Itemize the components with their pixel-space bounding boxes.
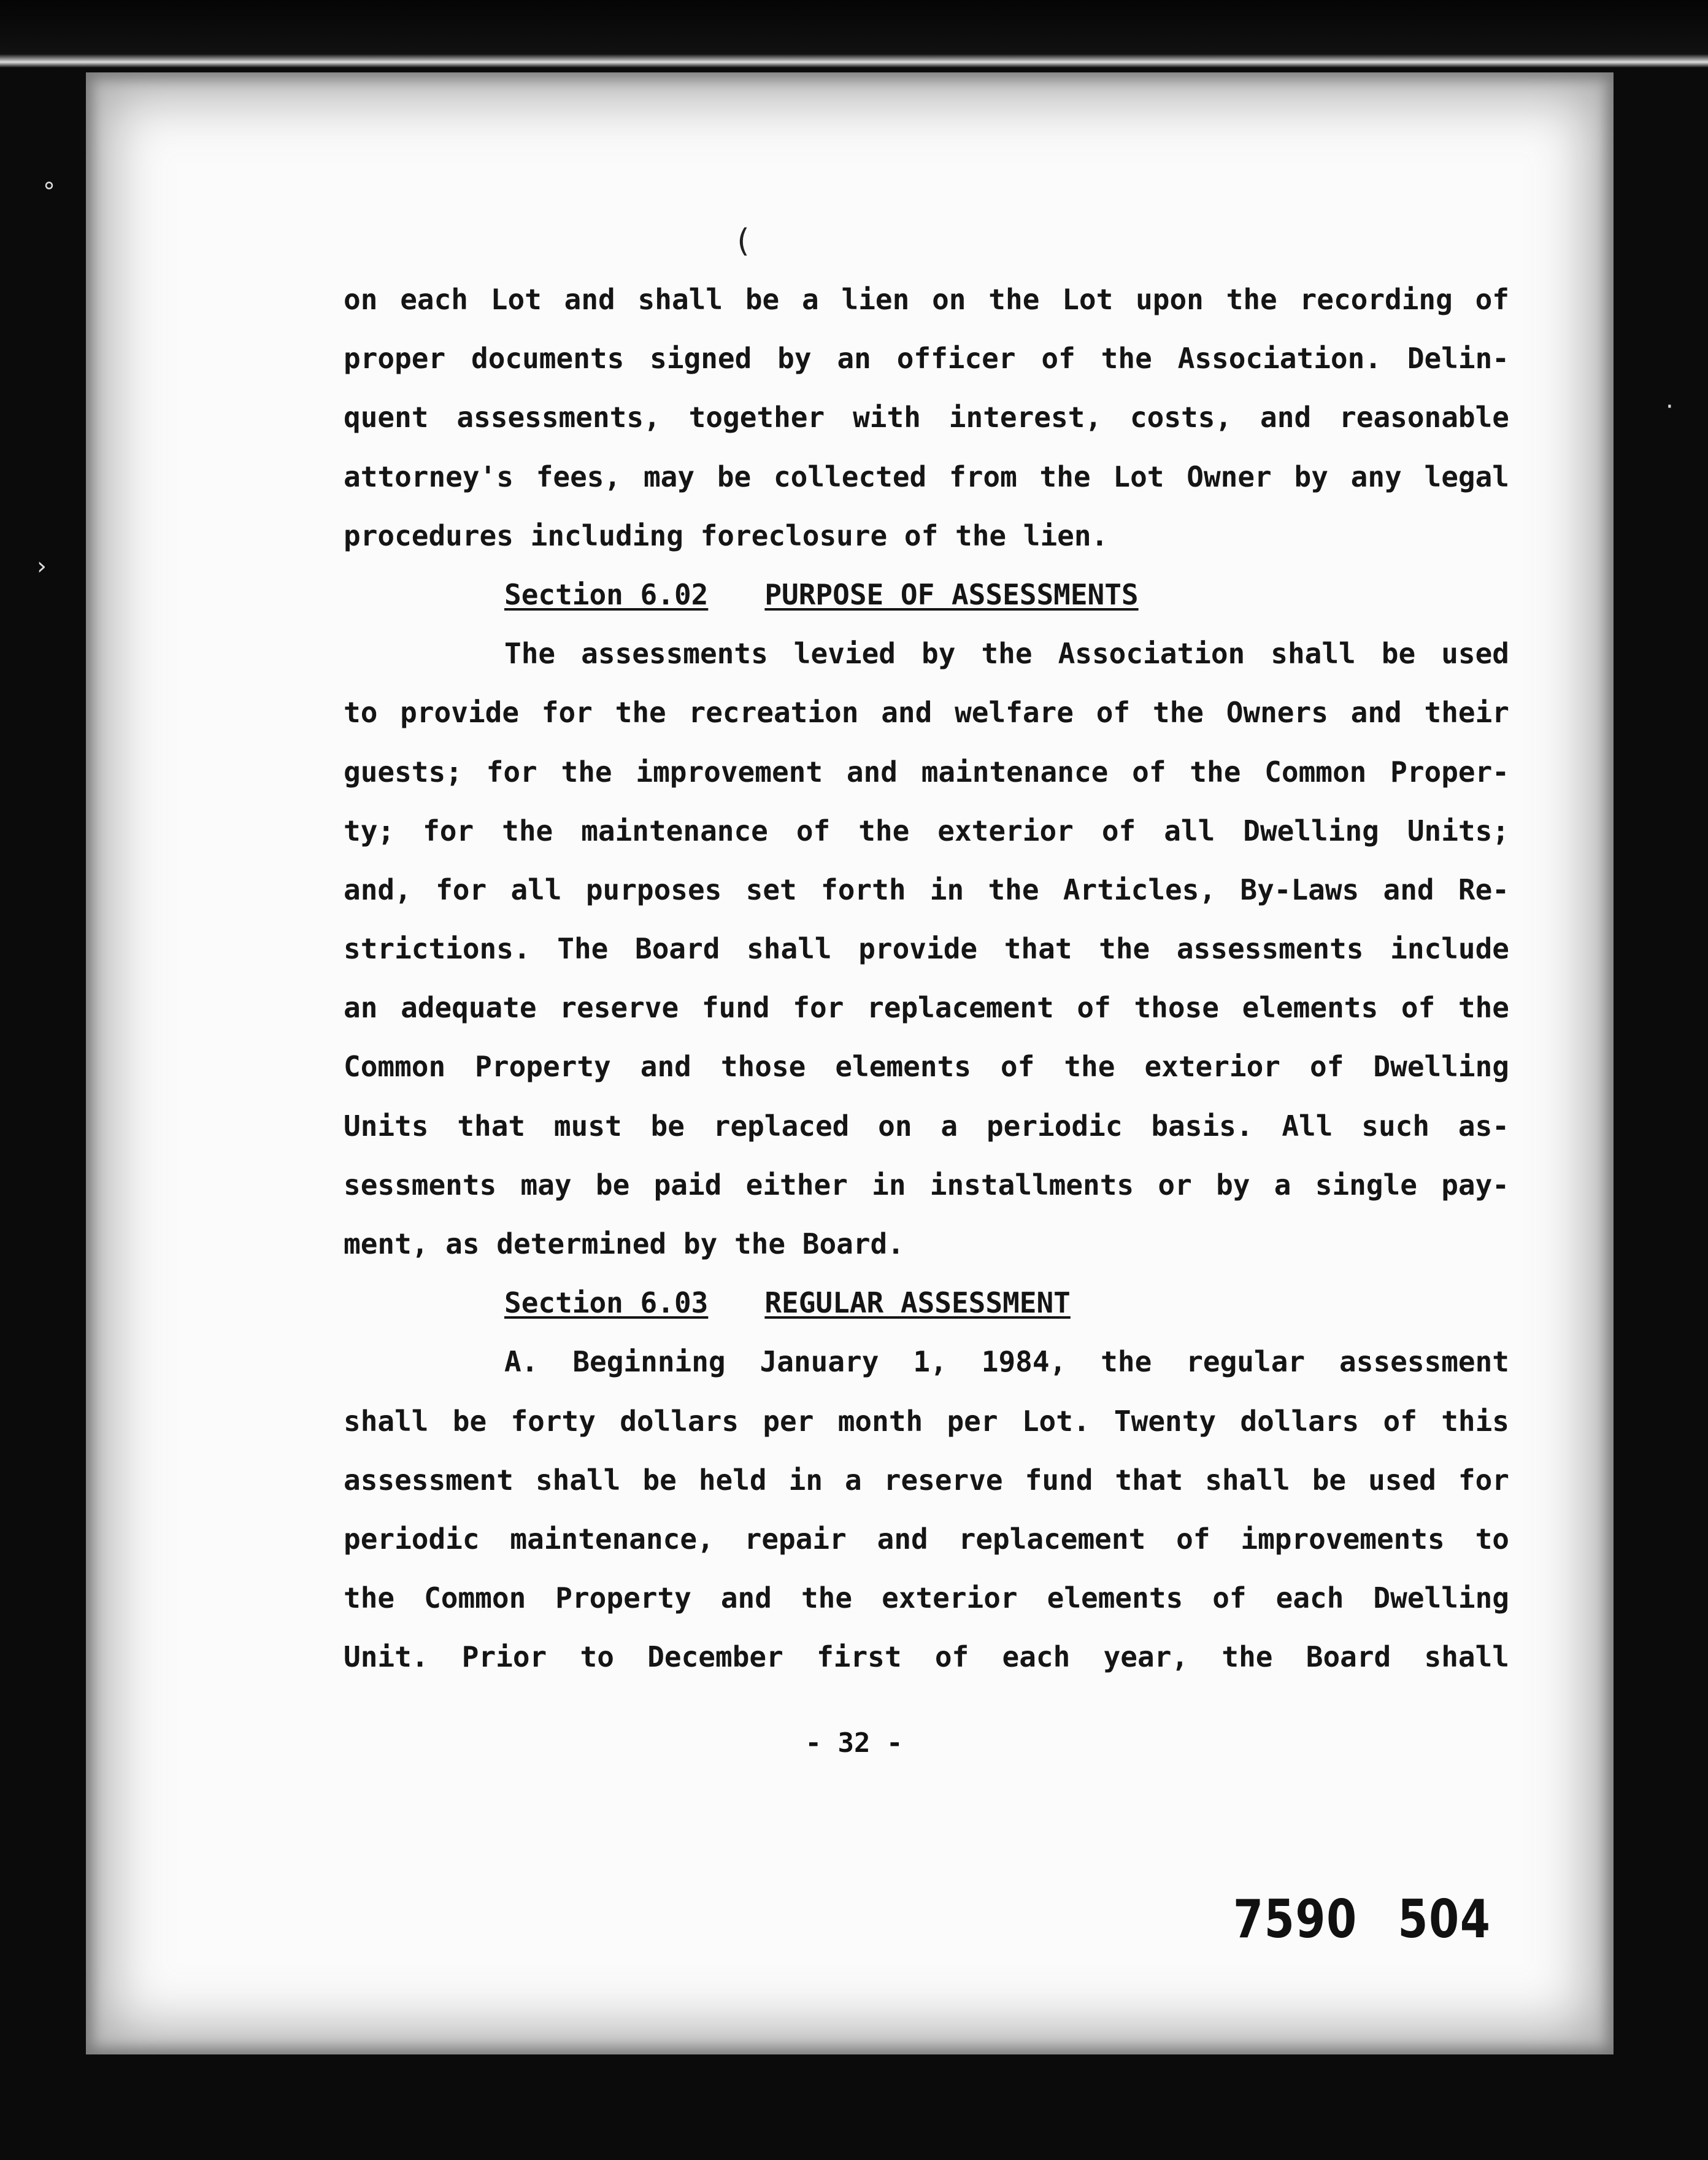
text-line: quent assessments, together with interest, costs, and reasonable	[344, 401, 1509, 434]
margin-speck: °	[43, 178, 55, 206]
margin-speck: ·	[1666, 393, 1674, 421]
section-number: Section 6.02	[504, 577, 709, 611]
text-line: and, for all purposes set forth in the Articles, By-Laws and Re-	[344, 873, 1509, 906]
document-number	[1233, 1889, 1491, 1950]
text-line: Unit. Prior to December first of each year, the Board shall	[344, 1640, 1509, 1674]
text-line: ty; for the maintenance of the exterior of all Dwelling Units;	[344, 814, 1509, 847]
text-line: the Common Property and the exterior elements of each Dwelling	[344, 1581, 1509, 1615]
text-line: periodic maintenance, repair and replacement of improvements to	[344, 1522, 1509, 1556]
text-line: strictions. The Board shall provide that the assessments include	[344, 932, 1509, 966]
text-line: The assessments levied by the Association shall be used	[504, 637, 1509, 671]
text-line: proper documents signed by an officer of the Association. Delin-	[344, 342, 1509, 376]
section-heading-6-03	[344, 1273, 1509, 1332]
section-title: REGULAR ASSESSMENT	[764, 1286, 1071, 1320]
text-line: attorney's fees, may be collected from the Lot Owner by any legal	[344, 460, 1509, 493]
text-line: procedures including foreclosure of the lien.	[344, 519, 1109, 552]
text-line: guests; for the improvement and maintenance of the Common Proper-	[344, 755, 1509, 789]
margin-speck: ›	[37, 552, 47, 580]
text-line: Common Property and those elements of the exterior of Dwelling	[344, 1050, 1509, 1084]
text-line: shall be forty dollars per month per Lot. Twenty dollars of this	[344, 1404, 1509, 1438]
text-line: Units that must be replaced on a periodic basis. All such as-	[344, 1109, 1509, 1143]
section-number: Section 6.03	[504, 1286, 709, 1320]
text-line: sessments may be paid either in installments or by a single pay-	[344, 1168, 1509, 1202]
text-line: to provide for the recreation and welfare of the Owners and their	[344, 696, 1509, 730]
text-line: A. Beginning January 1, 1984, the regular assessment	[504, 1345, 1509, 1379]
scan-top-edge	[0, 0, 1708, 68]
text-line: ment, as determined by the Board.	[344, 1227, 904, 1260]
text-line: an adequate reserve fund for replacement of those elements of the	[344, 991, 1509, 1025]
text-line: on each Lot and shall be a lien on the Lot upon the recording of	[344, 283, 1509, 316]
top-paren-mark: (	[733, 223, 753, 260]
text-line: assessment shall be held in a reserve fund that shall be used for	[344, 1463, 1509, 1497]
section-title: PURPOSE OF ASSESSMENTS	[764, 577, 1139, 611]
page-number: - 32 -	[805, 1727, 903, 1759]
body-text	[344, 270, 1509, 1687]
doc-number-right: 504	[1398, 1889, 1491, 1950]
section-heading-6-02	[344, 565, 1509, 624]
doc-number-left: 7590	[1233, 1889, 1358, 1950]
